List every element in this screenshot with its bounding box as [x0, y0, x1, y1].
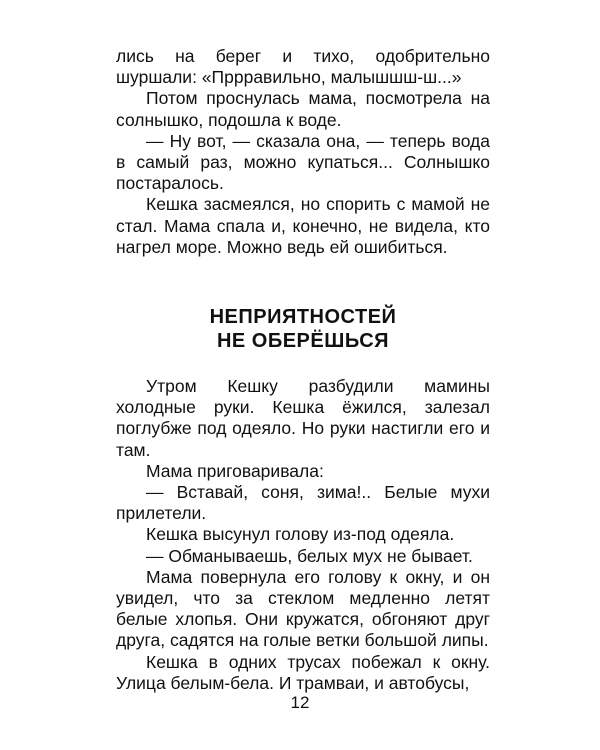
- paragraph: Мама приговаривала:: [146, 460, 324, 481]
- paragraph: Кешка засмеялся, но спорить с мамой не стал. Мама спала и, конечно, не видела, кто нагрел море. Можно ведь ей ошибиться.: [116, 194, 490, 257]
- paragraph: — Вставай, соня, зима!.. Белые мухи прилетели.: [116, 482, 490, 524]
- paragraph: — Обманываешь, белых мух не бывает.: [146, 545, 473, 566]
- paragraph: Потом проснулась мама, посмотрела на солнышко, подошла к воде.: [116, 88, 490, 130]
- paragraph: лись на берег и тихо, одобрительно шуршали: «Пррравильно, малышшш-ш...»: [116, 46, 490, 88]
- chapter-title-line: НЕ ОБЕРЁШЬСЯ: [216, 330, 390, 352]
- text-block-top: [116, 46, 490, 258]
- text-block-bottom: [116, 376, 490, 694]
- paragraph: Утром Кешку разбудили мамины холодные руки. Кешка ёжился, залезал поглубже под одеяло. Но руки настигли его и там.: [116, 376, 490, 460]
- chapter-title-line: НЕПРИЯТНОСТЕЙ: [209, 306, 397, 328]
- paragraph: Кешка высунул голову из-под одеяла.: [146, 524, 455, 545]
- paragraph: — Ну вот, — сказала она, — теперь вода в самый раз, можно купаться... Солнышко постаралось.: [116, 130, 490, 194]
- paragraph: Мама повернула его голову к окну, и он увидел, что за стеклом медленно летят белые хлопья. Они кружатся, обгоняют друг друга, садятся на голые ветки большой липы.: [116, 566, 490, 651]
- page-number: 12: [290, 693, 310, 712]
- paragraph: Кешка в одних трусах побежал к окну. Улица белым-бела. И трамваи, и автобусы,: [116, 651, 490, 693]
- chapter-title: [116, 305, 490, 353]
